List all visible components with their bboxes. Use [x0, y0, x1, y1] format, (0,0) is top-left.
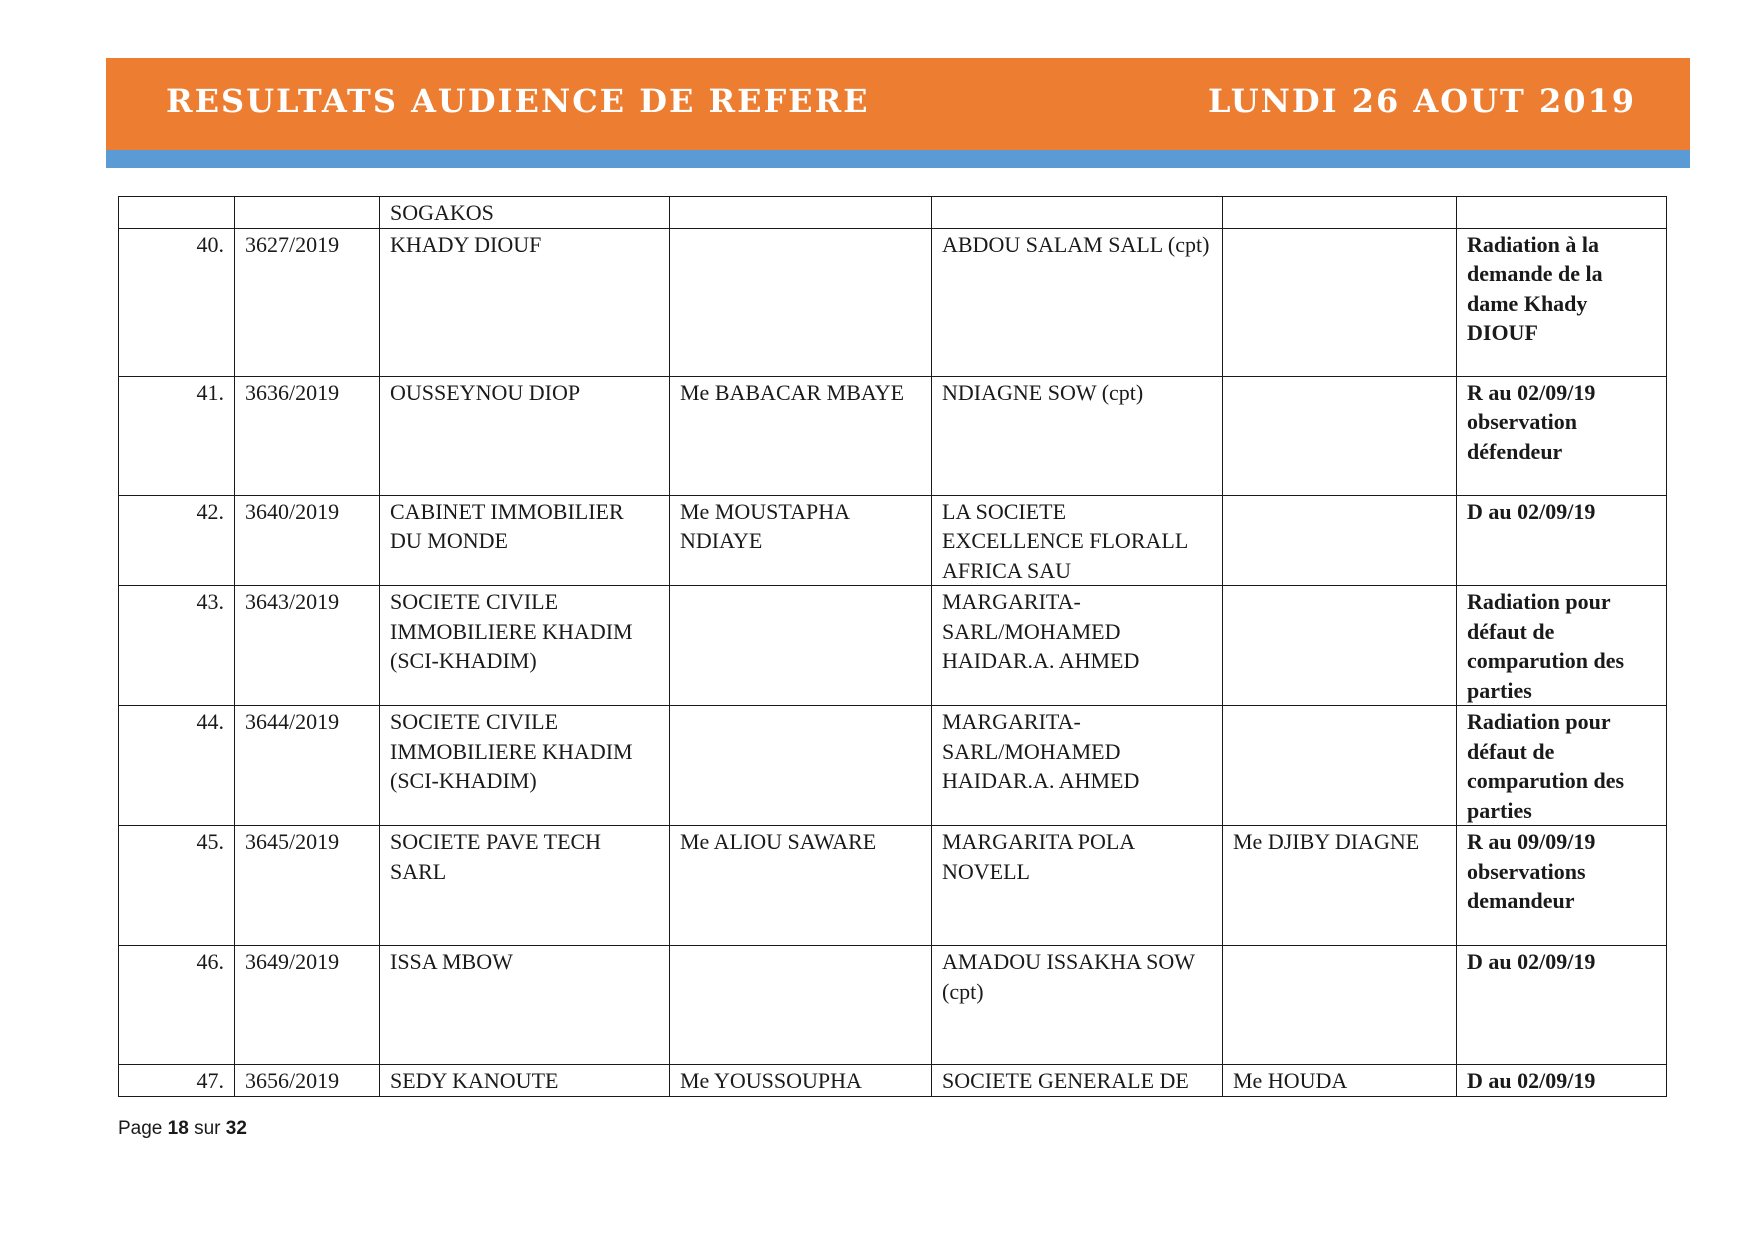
page-separator: sur: [194, 1118, 221, 1139]
page-title: RESULTATS AUDIENCE DE REFERE: [166, 82, 870, 120]
case-number: 3640/2019: [235, 495, 380, 586]
case-number: [235, 197, 380, 229]
row-number: 41.: [119, 376, 235, 495]
row-number: 47.: [119, 1065, 235, 1097]
result: Radiation pour défaut de comparution des parties: [1457, 706, 1667, 826]
row-number: 46.: [119, 946, 235, 1065]
result: Radiation à la demande de la dame Khady DIOUF: [1457, 228, 1667, 376]
result: D au 02/09/19: [1457, 946, 1667, 1065]
page-footer: [118, 1118, 247, 1140]
defendant: LA SOCIETE EXCELLENCE FLORALL AFRICA SAU: [932, 495, 1223, 586]
defendant-lawyer: [1223, 586, 1457, 706]
defendant-lawyer: Me DJIBY DIAGNE: [1223, 826, 1457, 946]
plaintiff-lawyer: [670, 586, 932, 706]
table-row: [119, 586, 1667, 706]
defendant-lawyer: [1223, 376, 1457, 495]
defendant: ABDOU SALAM SALL (cpt): [932, 228, 1223, 376]
defendant-lawyer: [1223, 495, 1457, 586]
result: [1457, 197, 1667, 229]
defendant-lawyer: [1223, 946, 1457, 1065]
defendant: NDIAGNE SOW (cpt): [932, 376, 1223, 495]
result: R au 02/09/19 observation défendeur: [1457, 376, 1667, 495]
plaintiff: SOCIETE CIVILE IMMOBILIERE KHADIM (SCI-KHADIM): [380, 586, 670, 706]
header-stripe: [106, 150, 1690, 168]
table-row: [119, 1065, 1667, 1097]
plaintiff: ISSA MBOW: [380, 946, 670, 1065]
plaintiff: SEDY KANOUTE: [380, 1065, 670, 1097]
defendant-lawyer: [1223, 228, 1457, 376]
plaintiff: CABINET IMMOBILIER DU MONDE: [380, 495, 670, 586]
row-number: 42.: [119, 495, 235, 586]
defendant-lawyer: Me HOUDA: [1223, 1065, 1457, 1097]
case-number: 3643/2019: [235, 586, 380, 706]
plaintiff: OUSSEYNOU DIOP: [380, 376, 670, 495]
case-number: 3644/2019: [235, 706, 380, 826]
case-number: 3649/2019: [235, 946, 380, 1065]
plaintiff-lawyer: Me YOUSSOUPHA: [670, 1065, 932, 1097]
plaintiff-lawyer: [670, 706, 932, 826]
page-current: 18: [167, 1118, 189, 1139]
plaintiff: SOCIETE CIVILE IMMOBILIERE KHADIM (SCI-KHADIM): [380, 706, 670, 826]
plaintiff-lawyer: [670, 197, 932, 229]
plaintiff-lawyer: Me ALIOU SAWARE: [670, 826, 932, 946]
result: D au 02/09/19: [1457, 1065, 1667, 1097]
table-row: [119, 228, 1667, 376]
result: D au 02/09/19: [1457, 495, 1667, 586]
defendant-lawyer: [1223, 706, 1457, 826]
defendant: SOCIETE GENERALE DE: [932, 1065, 1223, 1097]
plaintiff-lawyer: Me MOUSTAPHA NDIAYE: [670, 495, 932, 586]
row-number: 44.: [119, 706, 235, 826]
page-prefix: Page: [118, 1118, 163, 1139]
row-number: 45.: [119, 826, 235, 946]
plaintiff-lawyer: [670, 228, 932, 376]
case-number: 3656/2019: [235, 1065, 380, 1097]
defendant: [932, 197, 1223, 229]
row-number: [119, 197, 235, 229]
defendant: MARGARITA-SARL/MOHAMED HAIDAR.A. AHMED: [932, 706, 1223, 826]
case-number: 3645/2019: [235, 826, 380, 946]
defendant: MARGARITA-SARL/MOHAMED HAIDAR.A. AHMED: [932, 586, 1223, 706]
table-row: [119, 495, 1667, 586]
defendant: MARGARITA POLA NOVELL: [932, 826, 1223, 946]
plaintiff: KHADY DIOUF: [380, 228, 670, 376]
hearing-date: LUNDI 26 AOUT 2019: [1207, 82, 1636, 120]
row-number: 43.: [119, 586, 235, 706]
plaintiff: SOCIETE PAVE TECH SARL: [380, 826, 670, 946]
case-number: 3636/2019: [235, 376, 380, 495]
table-row: [119, 376, 1667, 495]
defendant-lawyer: [1223, 197, 1457, 229]
result: R au 09/09/19 observations demandeur: [1457, 826, 1667, 946]
table-row: [119, 826, 1667, 946]
plaintiff-lawyer: Me BABACAR MBAYE: [670, 376, 932, 495]
defendant: AMADOU ISSAKHA SOW (cpt): [932, 946, 1223, 1065]
results-table: [118, 196, 1667, 1097]
result: Radiation pour défaut de comparution des parties: [1457, 586, 1667, 706]
table-row: [119, 706, 1667, 826]
row-number: 40.: [119, 228, 235, 376]
case-number: 3627/2019: [235, 228, 380, 376]
table-row-continuation: [119, 197, 1667, 229]
plaintiff-lawyer: [670, 946, 932, 1065]
table-row: [119, 946, 1667, 1065]
page-total: 32: [225, 1118, 247, 1139]
plaintiff: SOGAKOS: [380, 197, 670, 229]
